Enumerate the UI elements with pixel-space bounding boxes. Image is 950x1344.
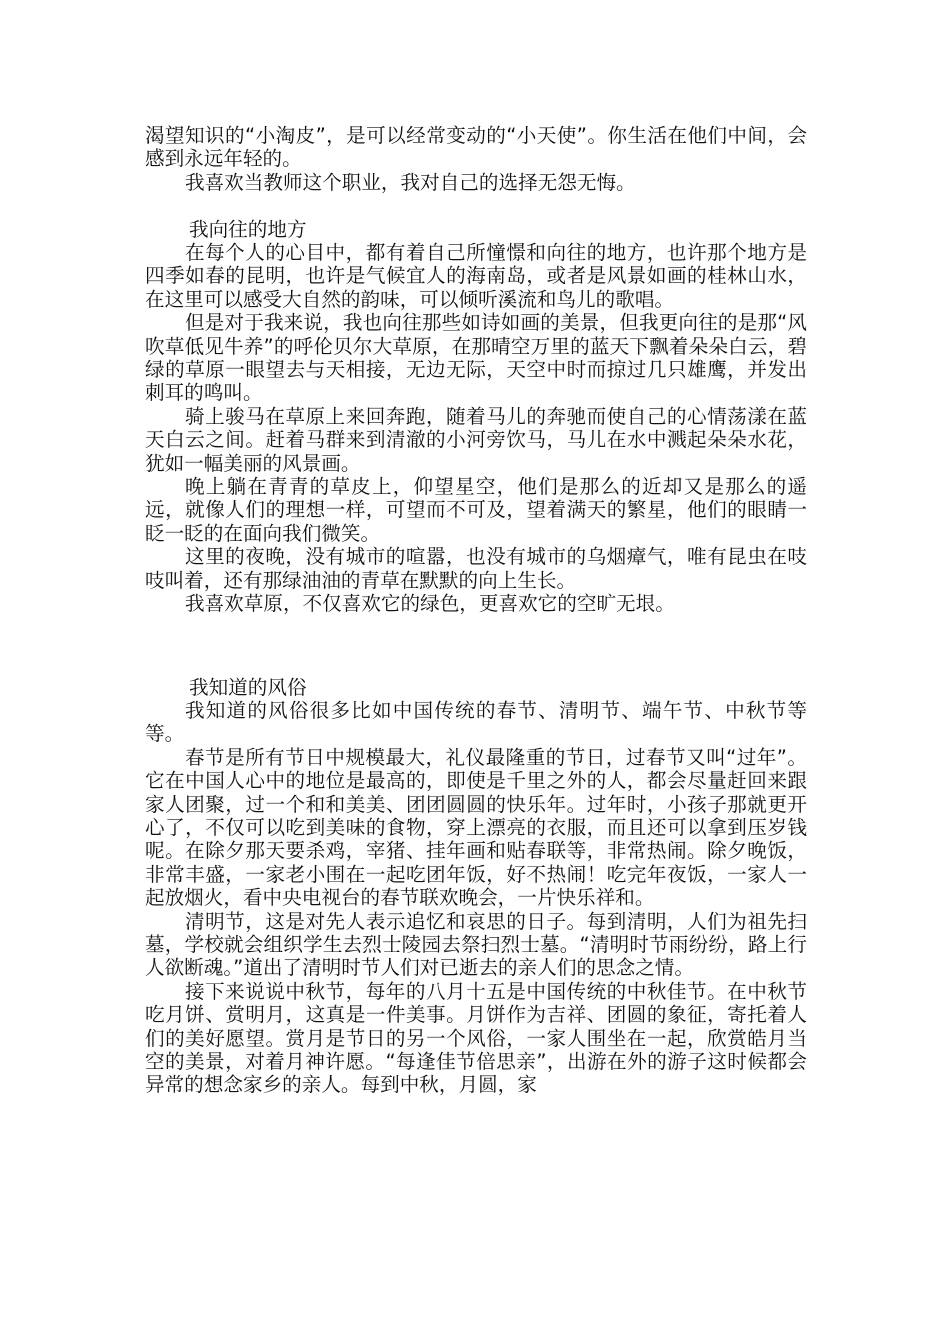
paragraph: 这里的夜晚，没有城市的喧嚣，也没有城市的乌烟瘴气，唯有昆虫在吱吱叫着，还有那绿油油的青草在默默的向上生长。 bbox=[145, 545, 807, 592]
spacer bbox=[145, 616, 807, 676]
paragraph: 春节是所有节日中规模最大，礼仪最隆重的节日，过春节又叫“过年”。它在中国人心中的地位是最高的，即使是千里之外的人，都会尽量赶回来跟家人团聚，过一个和和美美、团团圆圆的快乐年。过年时，小孩子那就更开心了，不仅可以吃到美味的食物，穿上漂亮的衣服，而且还可以拿到压岁钱呢。在除夕那天要杀鸡，宰猪、挂年画和贴春联等，非常热闹。除夕晚饭，非常丰盛，一家老小围在一起吃团年饭，好不热闹！吃完年夜饭，一家人一起放烟火，看中央电视台的春节联欢晚会，一片快乐祥和。 bbox=[145, 745, 807, 910]
document-page bbox=[145, 124, 807, 1097]
paragraph: 我知道的风俗很多比如中国传统的春节、清明节、端午节、中秋节等等。 bbox=[145, 698, 807, 746]
section-title-place: 我向往的地方 bbox=[189, 217, 307, 241]
section-title-customs: 我知道的风俗 bbox=[189, 675, 307, 699]
paragraph: 骑上骏马在草原上来回奔跑，随着马儿的奔驰而使自己的心情荡漾在蓝天白云之间。赶着马群来到清澈的小河旁饮马，马儿在水中溅起朵朵水花，犹如一幅美丽的风景画。 bbox=[145, 404, 807, 475]
spacer bbox=[145, 194, 807, 217]
paragraph: 我喜欢草原，不仅喜欢它的绿色，更喜欢它的空旷无垠。 bbox=[185, 592, 675, 616]
paragraph: 在每个人的心目中，都有着自己所憧憬和向往的地方，也许那个地方是四季如春的昆明，也许是气候宜人的海南岛，或者是风景如画的桂林山水，在这里可以感受大自然的韵味，可以倾听溪流和鸟儿的歌唱。 bbox=[145, 241, 807, 311]
paragraph: 接下来说说中秋节，每年的八月十五是中国传统的中秋佳节。在中秋节吃月饼、赏明月，这真是一件美事。月饼作为吉祥、团圆的象征，寄托着人们的美好愿望。赏月是节日的另一个风俗，一家人围坐在一起，欣赏皓月当空的美景，对着月神许愿。“每逢佳节倍思亲”，出游在外的游子这时候都会异常的想念家乡的亲人。每到中秋，月圆，家 bbox=[145, 979, 807, 1097]
paragraph: 但是对于我来说，我也向往那些如诗如画的美景，但我更向往的是那“风吹草低见牛养”的呼伦贝尔大草原，在那晴空万里的蓝天下飘着朵朵白云，碧绿的草原一眼望去与天相接，无边无际，天空中时而掠过几只雄鹰，并发出刺耳的鸣叫。 bbox=[145, 311, 807, 405]
paragraph: 晚上躺在青青的草皮上，仰望星空，他们是那么的近却又是那么的遥远，就像人们的理想一样，可望而不可及，望着满天的繁星，他们的眼睛一眨一眨的在面向我们微笑。 bbox=[145, 475, 807, 545]
paragraph-continuation: 渴望知识的“小淘皮”，是可以经常变动的“小天使”。你生活在他们中间，会感到永远年轻的。 bbox=[145, 124, 807, 171]
paragraph: 清明节，这是对先人表示追忆和哀思的日子。每到清明，人们为祖先扫墓，学校就会组织学生去烈士陵园去祭扫烈士墓。“清明时节雨纷纷，路上行人欲断魂。”道出了清明时节人们对已逝去的亲人们的思念之情。 bbox=[145, 909, 807, 980]
paragraph-closing: 我喜欢当教师这个职业，我对自己的选择无怨无悔。 bbox=[185, 170, 636, 194]
